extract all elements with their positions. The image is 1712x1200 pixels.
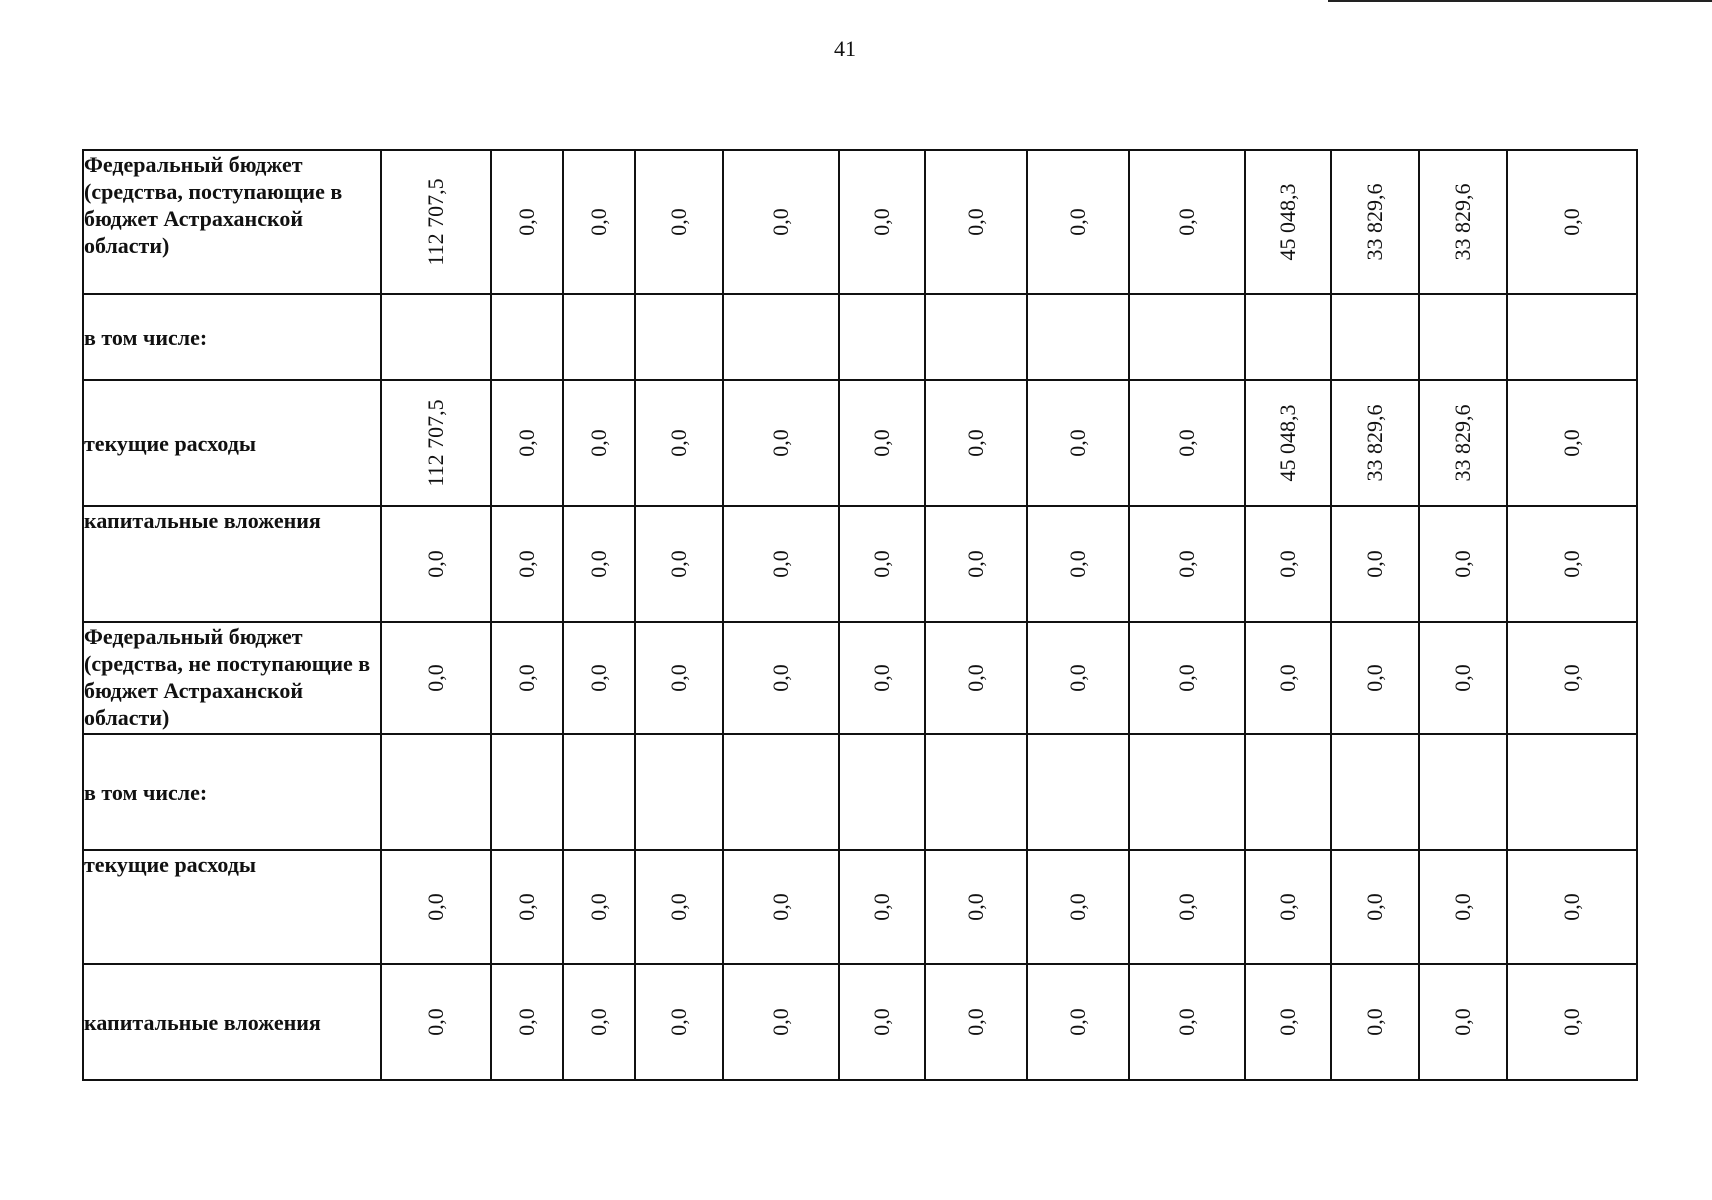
value-cell bbox=[1129, 380, 1245, 506]
cell-value: 0,0 bbox=[514, 429, 539, 457]
value-cell bbox=[925, 506, 1027, 622]
value-cell bbox=[563, 622, 635, 734]
value-cell bbox=[635, 506, 723, 622]
value-cell bbox=[1419, 734, 1507, 850]
value-cell bbox=[1129, 734, 1245, 850]
table-row bbox=[83, 150, 1637, 294]
value-cell bbox=[635, 622, 723, 734]
value-cell bbox=[381, 380, 491, 506]
header-rule bbox=[1328, 0, 1712, 2]
cell-value: 0,0 bbox=[1174, 664, 1199, 692]
table-row bbox=[83, 506, 1637, 622]
cell-value: 0,0 bbox=[586, 550, 611, 578]
value-cell bbox=[839, 964, 925, 1080]
value-cell bbox=[839, 294, 925, 380]
cell-value: 0,0 bbox=[869, 429, 894, 457]
value-cell bbox=[563, 150, 635, 294]
value-cell bbox=[1507, 294, 1637, 380]
value-cell bbox=[381, 964, 491, 1080]
cell-value: 0,0 bbox=[1450, 664, 1475, 692]
value-cell bbox=[1245, 380, 1331, 506]
value-cell bbox=[635, 294, 723, 380]
cell-value: 0,0 bbox=[666, 429, 691, 457]
cell-value: 0,0 bbox=[768, 893, 793, 921]
cell-value: 0,0 bbox=[1174, 429, 1199, 457]
value-cell bbox=[1027, 294, 1129, 380]
value-cell bbox=[1245, 294, 1331, 380]
value-cell bbox=[1507, 622, 1637, 734]
value-cell bbox=[925, 294, 1027, 380]
value-cell bbox=[1507, 150, 1637, 294]
table-row bbox=[83, 622, 1637, 734]
row-label: Федеральный бюджет (средства, не поступающие в бюджет Астраханской области) bbox=[83, 622, 381, 734]
value-cell bbox=[1331, 294, 1419, 380]
cell-value: 0,0 bbox=[423, 550, 448, 578]
value-cell bbox=[1331, 380, 1419, 506]
cell-value: 0,0 bbox=[963, 893, 988, 921]
cell-value: 0,0 bbox=[1559, 664, 1584, 692]
value-cell bbox=[839, 150, 925, 294]
value-cell bbox=[1331, 734, 1419, 850]
value-cell bbox=[491, 622, 563, 734]
value-cell bbox=[1027, 150, 1129, 294]
cell-value: 0,0 bbox=[963, 550, 988, 578]
value-cell bbox=[723, 380, 839, 506]
cell-value: 0,0 bbox=[1559, 429, 1584, 457]
cell-value: 0,0 bbox=[1174, 1008, 1199, 1036]
value-cell bbox=[1507, 964, 1637, 1080]
cell-value: 0,0 bbox=[1362, 664, 1387, 692]
value-cell bbox=[1419, 150, 1507, 294]
value-cell bbox=[723, 294, 839, 380]
value-cell bbox=[839, 506, 925, 622]
cell-value: 33 829,6 bbox=[1362, 404, 1387, 482]
value-cell bbox=[491, 734, 563, 850]
cell-value: 0,0 bbox=[586, 208, 611, 236]
value-cell bbox=[723, 850, 839, 964]
value-cell bbox=[491, 294, 563, 380]
value-cell bbox=[1245, 506, 1331, 622]
value-cell bbox=[723, 734, 839, 850]
value-cell bbox=[563, 506, 635, 622]
cell-value: 0,0 bbox=[666, 550, 691, 578]
cell-value: 0,0 bbox=[768, 208, 793, 236]
value-cell bbox=[1419, 850, 1507, 964]
cell-value: 0,0 bbox=[1362, 550, 1387, 578]
value-cell bbox=[563, 380, 635, 506]
cell-value: 0,0 bbox=[1450, 893, 1475, 921]
cell-value: 0,0 bbox=[1174, 550, 1199, 578]
value-cell bbox=[1027, 734, 1129, 850]
value-cell bbox=[1331, 506, 1419, 622]
value-cell bbox=[723, 622, 839, 734]
value-cell bbox=[723, 506, 839, 622]
value-cell bbox=[1027, 622, 1129, 734]
value-cell bbox=[1245, 622, 1331, 734]
cell-value: 0,0 bbox=[1065, 429, 1090, 457]
row-label: в том числе: bbox=[83, 734, 381, 850]
row-label: Федеральный бюджет (средства, поступающие в бюджет Астраханской области) bbox=[83, 150, 381, 294]
cell-value: 0,0 bbox=[423, 893, 448, 921]
row-label: капитальные вложения bbox=[83, 506, 381, 622]
cell-value: 0,0 bbox=[586, 893, 611, 921]
value-cell bbox=[1419, 622, 1507, 734]
value-cell bbox=[723, 150, 839, 294]
cell-value: 0,0 bbox=[1275, 893, 1300, 921]
cell-value: 0,0 bbox=[869, 208, 894, 236]
cell-value: 0,0 bbox=[666, 1008, 691, 1036]
cell-value: 0,0 bbox=[963, 429, 988, 457]
cell-value: 0,0 bbox=[768, 429, 793, 457]
cell-value: 0,0 bbox=[768, 664, 793, 692]
value-cell bbox=[839, 380, 925, 506]
cell-value: 0,0 bbox=[1065, 1008, 1090, 1036]
table-row bbox=[83, 380, 1637, 506]
table-row bbox=[83, 734, 1637, 850]
value-cell bbox=[1129, 150, 1245, 294]
value-cell bbox=[381, 150, 491, 294]
value-cell bbox=[491, 380, 563, 506]
cell-value: 0,0 bbox=[1559, 550, 1584, 578]
cell-value: 0,0 bbox=[963, 664, 988, 692]
cell-value: 0,0 bbox=[1559, 208, 1584, 236]
cell-value: 0,0 bbox=[514, 550, 539, 578]
value-cell bbox=[839, 734, 925, 850]
cell-value: 0,0 bbox=[1362, 893, 1387, 921]
value-cell bbox=[925, 150, 1027, 294]
cell-value: 0,0 bbox=[514, 893, 539, 921]
cell-value: 0,0 bbox=[586, 1008, 611, 1036]
cell-value: 0,0 bbox=[1559, 893, 1584, 921]
value-cell bbox=[925, 964, 1027, 1080]
value-cell bbox=[491, 964, 563, 1080]
value-cell bbox=[381, 506, 491, 622]
value-cell bbox=[1331, 150, 1419, 294]
cell-value: 0,0 bbox=[1559, 1008, 1584, 1036]
budget-table bbox=[82, 149, 1638, 1081]
value-cell bbox=[635, 964, 723, 1080]
table-row bbox=[83, 850, 1637, 964]
value-cell bbox=[839, 850, 925, 964]
cell-value: 0,0 bbox=[1065, 893, 1090, 921]
cell-value: 0,0 bbox=[1362, 1008, 1387, 1036]
value-cell bbox=[1129, 964, 1245, 1080]
cell-value: 45 048,3 bbox=[1275, 183, 1300, 261]
value-cell bbox=[381, 294, 491, 380]
value-cell bbox=[1245, 964, 1331, 1080]
cell-value: 0,0 bbox=[514, 1008, 539, 1036]
cell-value: 0,0 bbox=[869, 893, 894, 921]
value-cell bbox=[1331, 964, 1419, 1080]
value-cell bbox=[1027, 380, 1129, 506]
cell-value: 0,0 bbox=[586, 429, 611, 457]
cell-value: 0,0 bbox=[963, 208, 988, 236]
value-cell bbox=[563, 964, 635, 1080]
value-cell bbox=[1507, 506, 1637, 622]
cell-value: 0,0 bbox=[666, 208, 691, 236]
cell-value: 0,0 bbox=[514, 664, 539, 692]
row-label: капитальные вложения bbox=[83, 964, 381, 1080]
value-cell bbox=[1129, 850, 1245, 964]
cell-value: 0,0 bbox=[1275, 1008, 1300, 1036]
value-cell bbox=[723, 964, 839, 1080]
value-cell bbox=[839, 622, 925, 734]
value-cell bbox=[1027, 964, 1129, 1080]
cell-value: 0,0 bbox=[423, 1008, 448, 1036]
cell-value: 0,0 bbox=[1450, 1008, 1475, 1036]
value-cell bbox=[381, 734, 491, 850]
value-cell bbox=[925, 850, 1027, 964]
value-cell bbox=[1245, 850, 1331, 964]
page-number: 41 bbox=[834, 36, 856, 61]
value-cell bbox=[563, 850, 635, 964]
value-cell bbox=[635, 380, 723, 506]
value-cell bbox=[1027, 850, 1129, 964]
value-cell bbox=[635, 734, 723, 850]
value-cell bbox=[491, 150, 563, 294]
cell-value: 0,0 bbox=[666, 893, 691, 921]
value-cell bbox=[381, 622, 491, 734]
value-cell bbox=[1129, 622, 1245, 734]
cell-value: 0,0 bbox=[1275, 550, 1300, 578]
cell-value: 0,0 bbox=[423, 664, 448, 692]
cell-value: 0,0 bbox=[666, 664, 691, 692]
cell-value: 0,0 bbox=[768, 1008, 793, 1036]
row-label: текущие расходы bbox=[83, 850, 381, 964]
value-cell bbox=[1507, 850, 1637, 964]
value-cell bbox=[1129, 506, 1245, 622]
value-cell bbox=[1245, 150, 1331, 294]
cell-value: 0,0 bbox=[1065, 550, 1090, 578]
value-cell bbox=[381, 850, 491, 964]
value-cell bbox=[925, 734, 1027, 850]
cell-value: 33 829,6 bbox=[1362, 183, 1387, 261]
table-row bbox=[83, 964, 1637, 1080]
value-cell bbox=[925, 622, 1027, 734]
cell-value: 112 707,5 bbox=[423, 399, 448, 487]
cell-value: 0,0 bbox=[963, 1008, 988, 1036]
value-cell bbox=[925, 380, 1027, 506]
value-cell bbox=[1507, 380, 1637, 506]
value-cell bbox=[1245, 734, 1331, 850]
cell-value: 33 829,6 bbox=[1450, 183, 1475, 261]
cell-value: 0,0 bbox=[514, 208, 539, 236]
cell-value: 0,0 bbox=[768, 550, 793, 578]
cell-value: 0,0 bbox=[869, 550, 894, 578]
value-cell bbox=[1331, 622, 1419, 734]
value-cell bbox=[1419, 294, 1507, 380]
value-cell bbox=[1129, 294, 1245, 380]
cell-value: 0,0 bbox=[586, 664, 611, 692]
value-cell bbox=[1331, 850, 1419, 964]
value-cell bbox=[635, 850, 723, 964]
cell-value: 45 048,3 bbox=[1275, 404, 1300, 482]
cell-value: 0,0 bbox=[1275, 664, 1300, 692]
table-row bbox=[83, 294, 1637, 380]
value-cell bbox=[491, 506, 563, 622]
cell-value: 0,0 bbox=[869, 1008, 894, 1036]
value-cell bbox=[563, 294, 635, 380]
cell-value: 0,0 bbox=[1174, 893, 1199, 921]
cell-value: 112 707,5 bbox=[423, 178, 448, 266]
cell-value: 0,0 bbox=[1065, 664, 1090, 692]
value-cell bbox=[491, 850, 563, 964]
cell-value: 0,0 bbox=[1174, 208, 1199, 236]
value-cell bbox=[635, 150, 723, 294]
cell-value: 0,0 bbox=[869, 664, 894, 692]
row-label: в том числе: bbox=[83, 294, 381, 380]
value-cell bbox=[563, 734, 635, 850]
value-cell bbox=[1419, 380, 1507, 506]
row-label: текущие расходы bbox=[83, 380, 381, 506]
value-cell bbox=[1419, 506, 1507, 622]
cell-value: 0,0 bbox=[1450, 550, 1475, 578]
value-cell bbox=[1027, 506, 1129, 622]
cell-value: 33 829,6 bbox=[1450, 404, 1475, 482]
value-cell bbox=[1507, 734, 1637, 850]
value-cell bbox=[1419, 964, 1507, 1080]
cell-value: 0,0 bbox=[1065, 208, 1090, 236]
